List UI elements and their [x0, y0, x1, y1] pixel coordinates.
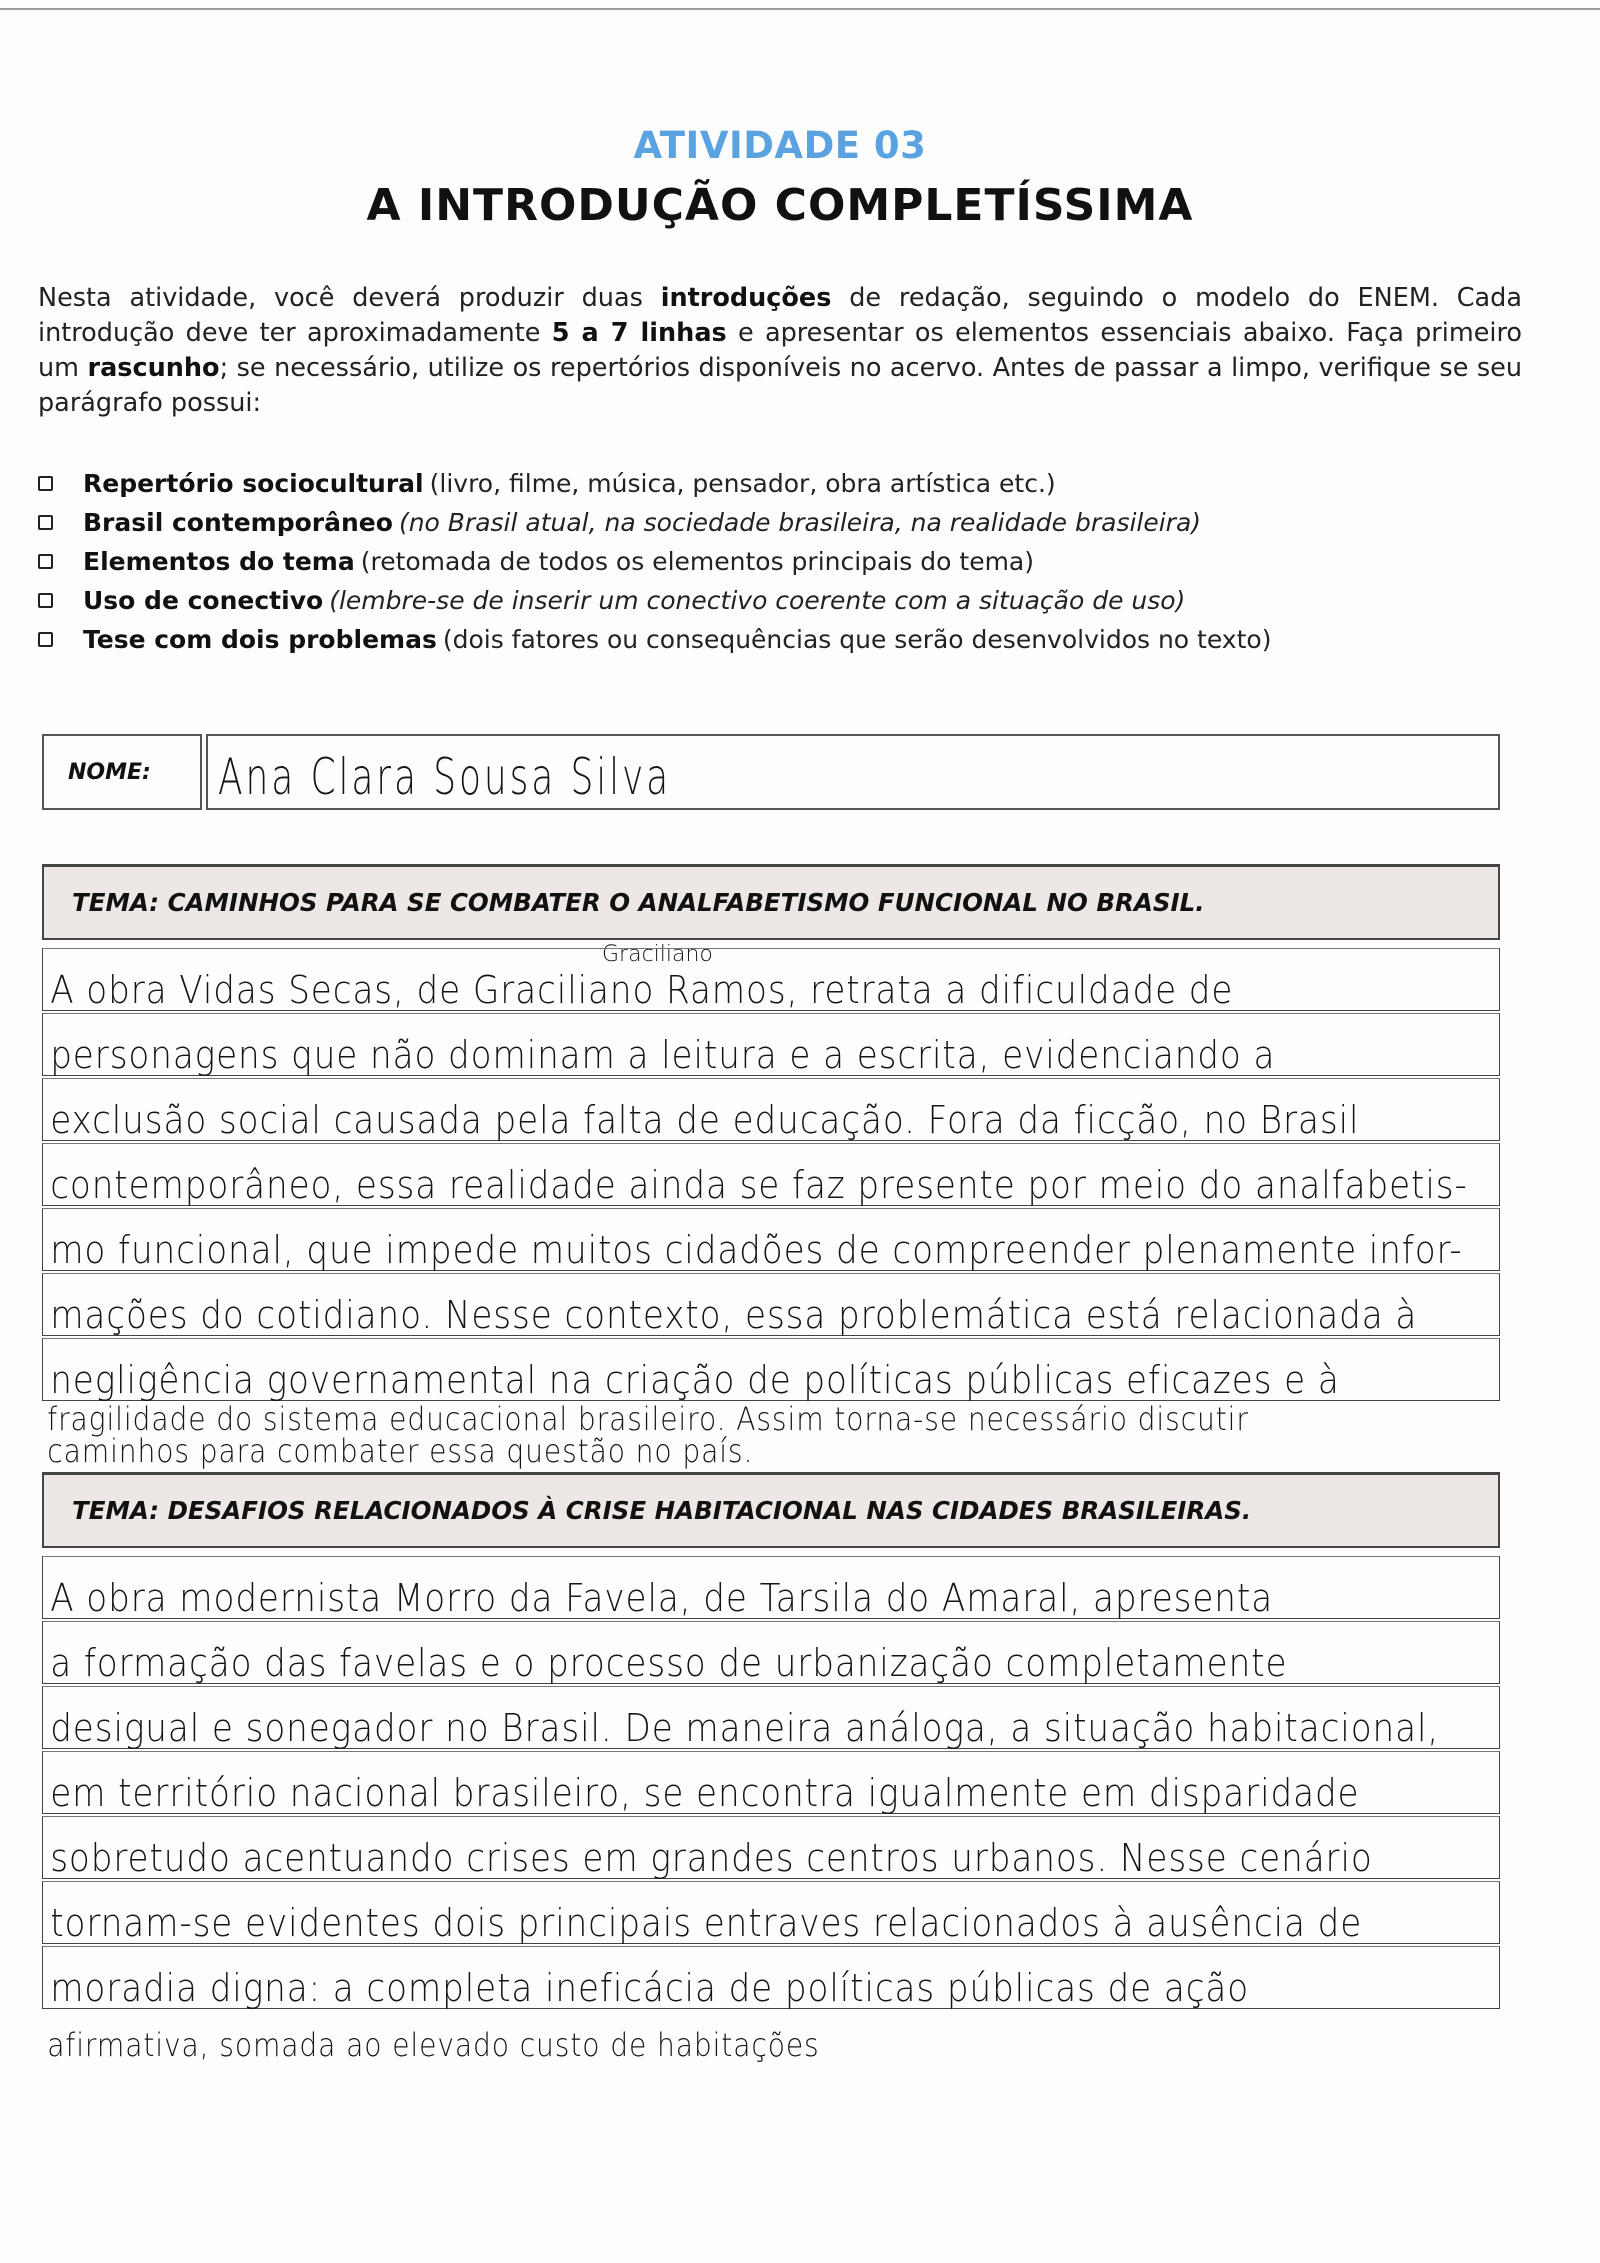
essay-line[interactable]: [42, 1881, 1500, 1944]
instructions-text: ; se necessário, utilize os repertórios disponíveis no acervo. Antes de passar a limpo, verifique se seu parágrafo possui:: [38, 353, 1522, 418]
instructions-bold: rascunho: [87, 353, 220, 383]
essay-lines[interactable]: [42, 942, 1500, 1470]
checklist-item-title: Uso de conectivo: [83, 586, 324, 615]
checklist-item-desc: (lembre-se de inserir um conectivo coerente com a situação de uso): [329, 586, 1186, 615]
checklist-item-desc: (retomada de todos os elementos principais do tema): [360, 547, 1034, 576]
checklist-item-title: Elementos do tema: [83, 547, 355, 576]
essay-line[interactable]: [42, 1273, 1500, 1336]
essay-line[interactable]: [42, 1013, 1500, 1076]
instructions-paragraph: [38, 281, 1522, 421]
essay-line[interactable]: [42, 1946, 1500, 2009]
essay-lines[interactable]: [42, 1556, 1500, 2064]
essay-line[interactable]: [42, 1338, 1500, 1401]
essay-line-text: desigual e sonegador no Brasil. De maneira análoga, a situação habitacional,: [50, 1706, 1440, 1750]
checklist-item-title: Brasil contemporâneo: [83, 508, 393, 537]
instructions-bold: 5 a 7 linhas: [551, 318, 727, 348]
essay-line[interactable]: [42, 1751, 1500, 1814]
page-title: A INTRODUÇÃO COMPLETÍSSIMA: [366, 180, 1194, 231]
essay-line[interactable]: [42, 1556, 1500, 1619]
tema-header: TEMA: CAMINHOS PARA SE COMBATER O ANALFABETISMO FUNCIONAL NO BRASIL.: [42, 864, 1500, 940]
name-input[interactable]: [206, 734, 1500, 810]
essay-line-text: fragilidade do sistema educacional brasileiro. Assim torna-se necessário discutir: [47, 1400, 1249, 1438]
checklist-item-desc: (dois fatores ou consequências que serão desenvolvidos no texto): [442, 625, 1272, 654]
essay-extra-line: [42, 1400, 1500, 1438]
checklist-item-desc: (no Brasil atual, na sociedade brasileira, na realidade brasileira): [398, 508, 1202, 537]
activity-label: ATIVIDADE 03: [633, 124, 927, 167]
tema-header: TEMA: DESAFIOS RELACIONADOS À CRISE HABITACIONAL NAS CIDADES BRASILEIRAS.: [42, 1472, 1500, 1548]
checklist-item[interactable]: [38, 581, 1558, 620]
checkbox-icon[interactable]: [38, 515, 53, 530]
essay-line-text: moradia digna: a completa ineficácia de políticas públicas de ação: [50, 1966, 1250, 2010]
essay-line-text: tornam-se evidentes dois principais entraves relacionados à ausência de: [50, 1901, 1363, 1945]
essay-line-text: contemporâneo, essa realidade ainda se faz presente por meio do analfabetis-: [50, 1163, 1468, 1207]
essay-line-text: sobretudo acentuando crises em grandes centros urbanos. Nesse cenário: [50, 1836, 1373, 1880]
essay-line[interactable]: [42, 1143, 1500, 1206]
essay-line[interactable]: [42, 1816, 1500, 1879]
name-label: NOME:: [42, 734, 202, 810]
checklist-item-title: Tese com dois problemas: [83, 625, 437, 654]
name-value: Ana Clara Sousa Silva: [218, 748, 672, 806]
essay-line-text: personagens que não dominam a leitura e a escrita, evidenciando a: [50, 1033, 1276, 1077]
instructions-text: de redação, seguindo o modelo do ENEM. Cada introdução deve ter aproximadamente: [38, 283, 1522, 348]
instructions-text: Nesta atividade, você deverá produzir duas: [38, 283, 661, 313]
checkbox-icon[interactable]: [38, 593, 53, 608]
essay-line-text: negligência governamental na criação de políticas públicas eficazes e à: [50, 1358, 1340, 1402]
checklist-item[interactable]: [38, 503, 1558, 542]
essay-line[interactable]: [42, 1686, 1500, 1749]
essay-line[interactable]: [42, 948, 1500, 1011]
essay-line-text: mo funcional, que impede muitos cidadões de compreender plenamente infor-: [50, 1228, 1463, 1272]
checklist-item-title: Repertório sociocultural: [83, 469, 424, 498]
checkbox-icon[interactable]: [38, 632, 53, 647]
checklist-item-desc: (livro, filme, música, pensador, obra artística etc.): [429, 469, 1056, 498]
checklist-item[interactable]: [38, 464, 1558, 503]
checkbox-icon[interactable]: [38, 554, 53, 569]
checklist-item[interactable]: [38, 542, 1558, 581]
essay-extra-line: [42, 2011, 1500, 2064]
essay-line-text: mações do cotidiano. Nesse contexto, essa problemática está relacionada à: [50, 1293, 1418, 1337]
essay-line-text: em território nacional brasileiro, se encontra igualmente em disparidade: [50, 1771, 1360, 1815]
checklist-item[interactable]: [38, 620, 1558, 659]
essay-line[interactable]: [42, 1078, 1500, 1141]
essay-line[interactable]: [42, 1208, 1500, 1271]
essay-line-text: A obra modernista Morro da Favela, de Tarsila do Amaral, apresenta: [50, 1576, 1274, 1620]
essay-line-text: caminhos para combater essa questão no país.: [47, 1432, 754, 1470]
essay-line-text: A obra Vidas Secas, de Graciliano Ramos, retrata a dificuldade de: [50, 968, 1234, 1012]
essay-extra-line: [42, 1432, 1500, 1470]
essay-line-text: afirmativa, somada ao elevado custo de habitações: [47, 2026, 820, 2064]
instructions-bold: introduções: [660, 283, 832, 313]
essay-line[interactable]: [42, 1621, 1500, 1684]
checkbox-icon[interactable]: [38, 476, 53, 491]
checklist: [38, 464, 1558, 659]
essay-line-text: exclusão social causada pela falta de educação. Fora da ficção, no Brasil: [50, 1098, 1360, 1142]
essay-line-text: a formação das favelas e o processo de urbanização completamente: [50, 1641, 1288, 1685]
page-top-rule: [0, 8, 1600, 10]
name-field: [42, 734, 1500, 810]
instructions-text: e apresentar os elementos essenciais abaixo. Faça primeiro um: [38, 318, 1522, 383]
correction-note: Graciliano: [602, 942, 713, 967]
